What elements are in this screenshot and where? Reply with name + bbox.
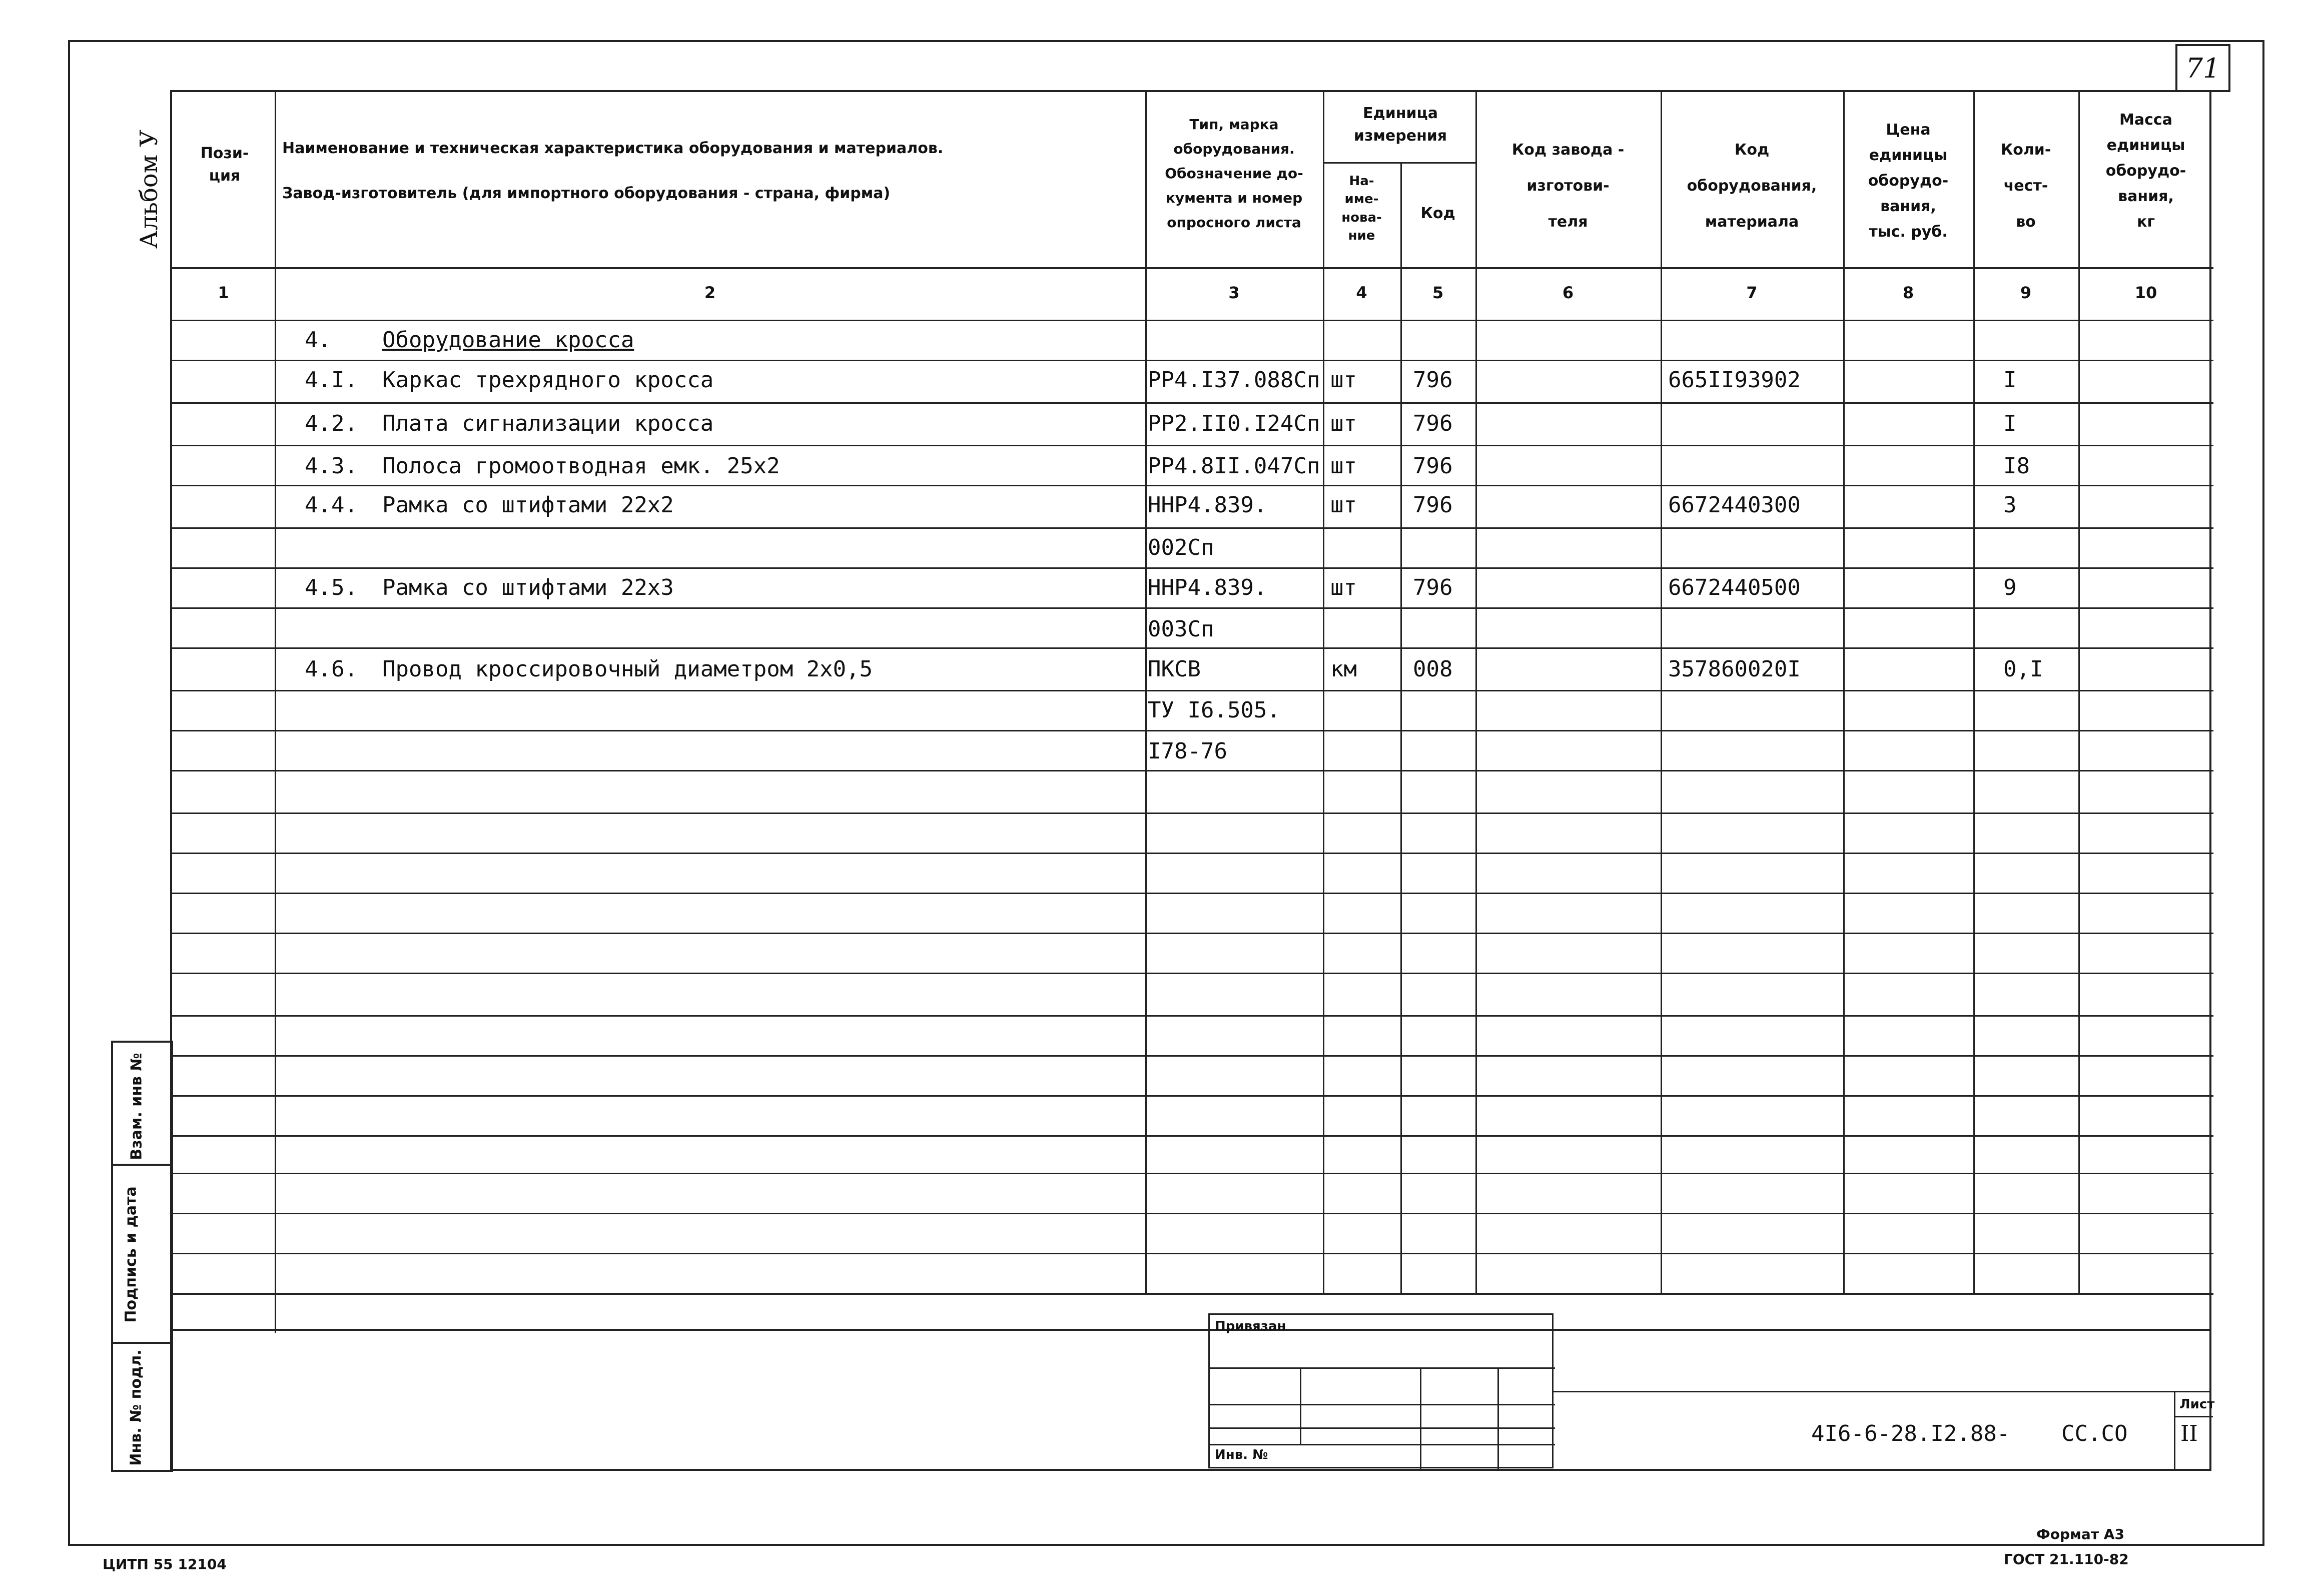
cell-unit: шт	[1330, 367, 1357, 393]
cell-position: 4.2.	[305, 411, 358, 436]
cell-name: Рамка со штифтами 22х2	[382, 492, 674, 518]
document-code: 4I6-6-28.I2.88-	[1811, 1421, 2010, 1446]
cell-quantity: 3	[2003, 492, 2017, 518]
cell-position: 4.3.	[305, 453, 358, 479]
cell-equipment-code: 665II93902	[1668, 367, 1801, 393]
row-line	[172, 607, 2213, 609]
stamp-line	[1210, 1367, 1555, 1369]
col-divider	[275, 92, 276, 1333]
row-line	[172, 1055, 2213, 1057]
row-line	[172, 485, 2213, 486]
row-line	[172, 1015, 2213, 1017]
header-position: Пози- ция	[200, 145, 249, 185]
header-unit-name: На- име- нова- ние	[1341, 174, 1382, 244]
cell-name: Полоса громоотводная емк. 25х2	[382, 453, 780, 479]
cell-position: 4.I.	[305, 367, 358, 393]
header-plant-code: Код завода - изготови- теля	[1511, 141, 1625, 231]
cell-type: ННР4.839.	[1148, 492, 1267, 518]
cell-position: 4.	[305, 327, 331, 353]
row-line	[172, 1135, 2213, 1137]
document-suffix: СС.СО	[2061, 1421, 2128, 1446]
side-block-podpis	[111, 1164, 173, 1344]
row-line	[172, 690, 2213, 691]
list-box	[2174, 1391, 2213, 1471]
cell-position: 4.4.	[305, 492, 358, 518]
header-equipment-code: Код оборудования, материала	[1687, 141, 1817, 231]
col-divider	[1145, 92, 1147, 1293]
list-number: II	[2180, 1421, 2198, 1446]
list-label: Лист	[2179, 1397, 2215, 1412]
column-number: 4	[1356, 283, 1367, 302]
cell-quantity: 0,I	[2003, 656, 2043, 682]
cell-unit-code: 796	[1413, 492, 1453, 518]
title-block	[170, 1331, 2211, 1471]
column-number: 8	[1902, 283, 1914, 302]
header-quantity: Коли- чест- во	[2000, 141, 2051, 231]
footer-format: Формат А3	[2036, 1526, 2124, 1542]
row-line	[172, 1173, 2213, 1174]
col-divider	[1661, 92, 1662, 1293]
side-label-inv: Инв. № подл.	[127, 1349, 145, 1466]
row-line	[172, 730, 2213, 731]
album-label-text: Альбом У	[135, 129, 163, 249]
column-number: 10	[2134, 283, 2157, 302]
cell-equipment-code: 357860020I	[1668, 656, 1801, 682]
side-block-vzam	[111, 1041, 173, 1166]
column-number: 2	[704, 283, 716, 302]
row-line	[172, 853, 2213, 854]
code-row-line	[1554, 1391, 2211, 1392]
sheet-number: 71	[2175, 44, 2230, 92]
row-line	[172, 445, 2213, 446]
footer-gost: ГОСТ 21.110-82	[2004, 1551, 2129, 1567]
cell-unit: шт	[1330, 575, 1357, 600]
cell-equipment-code: 6672440500	[1668, 575, 1801, 600]
cell-type: ТУ I6.505.	[1148, 697, 1280, 723]
cell-name: Каркас трехрядного кросса	[382, 367, 714, 393]
header-name-line1: Наименование и техническая характеристика оборудования и материалов.	[282, 140, 944, 157]
cell-equipment-code: 6672440300	[1668, 492, 1801, 518]
row-line	[172, 647, 2213, 649]
stamp-divider	[1300, 1367, 1301, 1444]
stamp-line	[1210, 1427, 1555, 1429]
header-divider	[172, 267, 2213, 269]
row-line	[172, 402, 2213, 404]
cell-type: 003Сп	[1148, 616, 1214, 642]
header-price: Цена единицы оборудо- вания, тыс. руб.	[1868, 121, 1949, 241]
row-line	[172, 360, 2213, 361]
row-line	[172, 567, 2213, 569]
inv-no-label: Инв. №	[1215, 1447, 1268, 1462]
header-unit-group: Единица измерения	[1353, 105, 1447, 145]
col-divider	[1323, 92, 1324, 1293]
col-divider	[1475, 92, 1477, 1293]
row-line	[172, 770, 2213, 771]
side-label-podpis: Подпись и дата	[122, 1186, 140, 1323]
cell-position: 4.5.	[305, 575, 358, 600]
cell-unit-code: 796	[1413, 453, 1453, 479]
header-name-line2: Завод-изготовитель (для импортного оборудования - страна, фирма)	[282, 185, 891, 202]
cell-unit: шт	[1330, 492, 1357, 518]
column-number: 3	[1228, 283, 1240, 302]
row-line	[172, 973, 2213, 974]
cell-unit: км	[1330, 656, 1357, 682]
cell-unit-code: 008	[1413, 656, 1453, 682]
column-number: 9	[2020, 283, 2032, 302]
col-divider	[1843, 92, 1845, 1293]
cell-unit-code: 796	[1413, 367, 1453, 393]
cell-name: Плата сигнализации кросса	[382, 411, 714, 436]
cell-type: 002Сп	[1148, 535, 1214, 560]
stamp-divider	[1420, 1367, 1421, 1470]
cell-unit: шт	[1330, 453, 1357, 479]
header-mass: Масса единицы оборудо- вания, кг	[2105, 111, 2186, 231]
row-line	[172, 893, 2213, 894]
specification-table	[170, 90, 2211, 1331]
stamp-line	[1210, 1444, 1555, 1445]
row-line	[172, 813, 2213, 814]
col-divider	[1400, 162, 1402, 1293]
privyazan-stamp	[1208, 1313, 1554, 1468]
cell-unit: шт	[1330, 411, 1357, 436]
column-number: 6	[1562, 283, 1574, 302]
side-block-inv	[111, 1342, 173, 1472]
col-divider	[1973, 92, 1975, 1293]
cell-type: РР2.II0.I24Сп	[1148, 411, 1320, 436]
cell-unit-code: 796	[1413, 575, 1453, 600]
column-number: 5	[1432, 283, 1444, 302]
privyazan-label: Привязан	[1215, 1319, 1286, 1334]
cell-quantity: I8	[2003, 453, 2030, 479]
cell-quantity: I	[2003, 411, 2017, 436]
cell-name: Рамка со штифтами 22х3	[382, 575, 674, 600]
col-divider	[2078, 92, 2080, 1293]
row-line	[172, 527, 2213, 529]
cell-type: ННР4.839.	[1148, 575, 1267, 600]
row-line	[172, 933, 2213, 934]
cell-quantity: I	[2003, 367, 2017, 393]
footer-citp: ЦИТП 55 12104	[103, 1556, 227, 1572]
column-number: 1	[218, 283, 229, 302]
column-number: 7	[1746, 283, 1758, 302]
header-type: Тип, марка оборудования. Обозначение до- кумента и номер опросного листа	[1165, 116, 1303, 231]
row-line	[172, 1213, 2213, 1214]
header-divider	[1323, 162, 1475, 164]
cell-name: Провод кроссировочный диаметром 2х0,5	[382, 656, 873, 682]
cell-type: ПКСВ	[1148, 656, 1201, 682]
stamp-line	[1210, 1404, 1555, 1405]
cell-quantity: 9	[2003, 575, 2017, 600]
cell-name: Оборудование кросса	[382, 327, 634, 353]
list-line	[2175, 1416, 2213, 1417]
body-bottom-line	[172, 1293, 2213, 1295]
header-unit-code: Код	[1420, 205, 1455, 222]
cell-type: I78-76	[1148, 738, 1227, 764]
cell-type: РР4.8II.047Сп	[1148, 453, 1320, 479]
row-line	[172, 1253, 2213, 1254]
stamp-divider	[1497, 1367, 1499, 1470]
row-line	[172, 1095, 2213, 1097]
header-divider	[172, 320, 2213, 321]
cell-position: 4.6.	[305, 656, 358, 682]
cell-unit-code: 796	[1413, 411, 1453, 436]
side-label-vzam: Взам. инв №	[128, 1053, 146, 1160]
cell-type: РР4.I37.088Сп	[1148, 367, 1320, 393]
